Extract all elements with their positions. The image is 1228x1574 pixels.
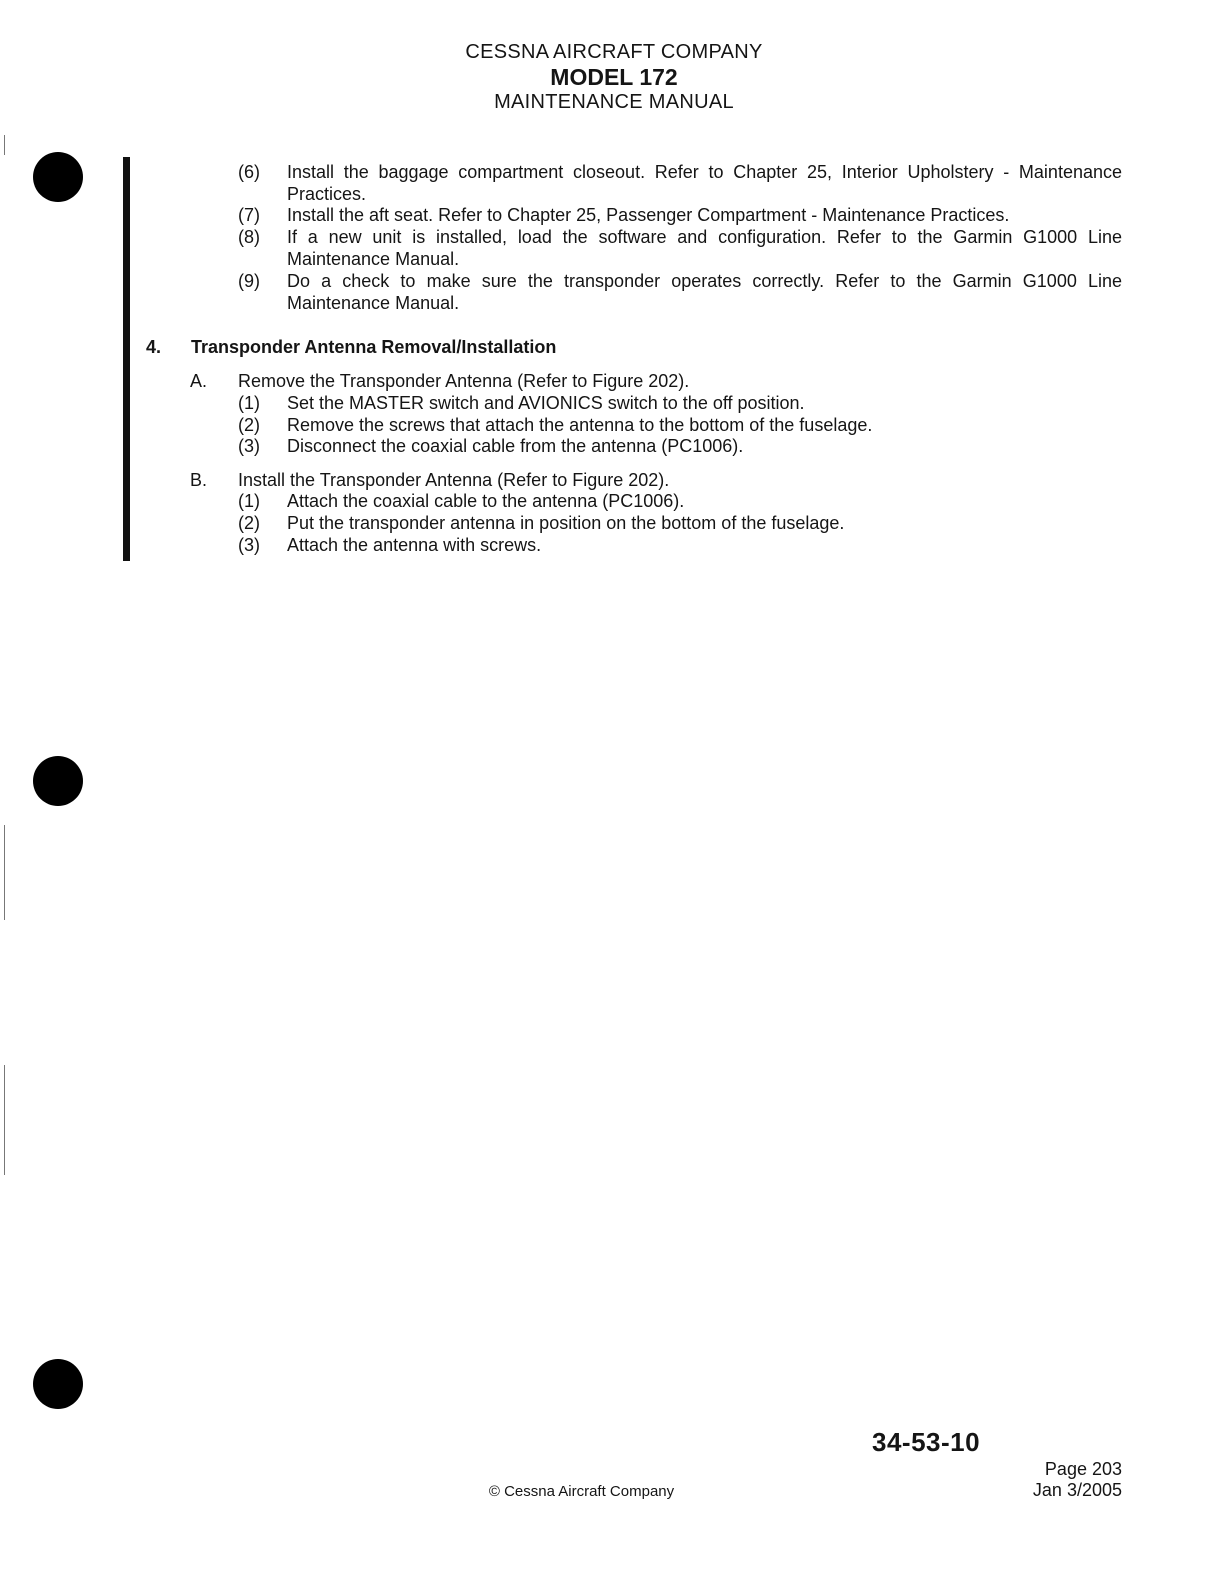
step-text: Remove the screws that attach the antenna to the bottom of the fuselage. <box>287 415 873 435</box>
company-name: CESSNA AIRCRAFT COMPANY <box>465 41 763 63</box>
step-text: Disconnect the coaxial cable from the antenna (PC1006). <box>287 436 744 456</box>
step-number: (6) <box>238 162 260 182</box>
step-number: (2) <box>238 513 260 533</box>
copyright-notice: © Cessna Aircraft Company <box>488 1483 675 1500</box>
subsection-letter: A. <box>190 371 208 391</box>
subsection-title: Install the Transponder Antenna (Refer to Figure 202). <box>238 470 670 490</box>
punch-hole-bottom <box>33 1359 83 1409</box>
chapter-section-code: 34-53-10 <box>872 1427 981 1457</box>
step-text: Install the aft seat. Refer to Chapter 25, Passenger Compartment - Maintenance Practices. <box>287 205 1010 225</box>
punch-hole-top <box>33 152 83 202</box>
subsection-title: Remove the Transponder Antenna (Refer to Figure 202). <box>238 371 690 391</box>
punch-hole-middle <box>33 756 83 806</box>
step-number: (7) <box>238 205 260 225</box>
step-number: (2) <box>238 415 260 435</box>
subsection-letter: B. <box>190 470 208 490</box>
step-text: Put the transponder antenna in position on the bottom of the fuselage. <box>287 513 845 533</box>
step-text: Attach the antenna with screws. <box>287 535 542 555</box>
step-number: (3) <box>238 535 260 555</box>
page-number: Page 203 <box>1044 1459 1122 1479</box>
step-number: (8) <box>238 227 260 247</box>
step-number: (3) <box>238 436 260 456</box>
step-number: (1) <box>238 491 260 511</box>
page-header <box>0 40 1228 114</box>
scan-mark <box>4 1065 5 1175</box>
step-text: Install the baggage compartment closeout. Refer to Chapter 25, Interior Upholstery - Maintenance Practices. <box>287 162 1122 204</box>
section-number: 4. <box>146 337 162 357</box>
revision-change-bar <box>123 157 130 561</box>
model-title: MODEL 172 <box>550 64 678 90</box>
step-text: If a new unit is installed, load the software and configuration. Refer to the Garmin G1000 Line Maintenance Manual. <box>287 227 1122 269</box>
step-number: (9) <box>238 271 260 291</box>
revision-date: Jan 3/2005 <box>1032 1480 1122 1500</box>
step-text: Do a check to make sure the transponder operates correctly. Refer to the Garmin G1000 Line Maintenance Manual. <box>287 271 1122 313</box>
step-number: (1) <box>238 393 260 413</box>
step-text: Attach the coaxial cable to the antenna (PC1006). <box>287 491 685 511</box>
scan-mark <box>4 825 5 920</box>
step-text: Set the MASTER switch and AVIONICS switch to the off position. <box>287 393 805 413</box>
section-title: Transponder Antenna Removal/Installation <box>191 337 557 357</box>
manual-title: MAINTENANCE MANUAL <box>494 91 734 113</box>
scan-mark <box>4 135 5 155</box>
